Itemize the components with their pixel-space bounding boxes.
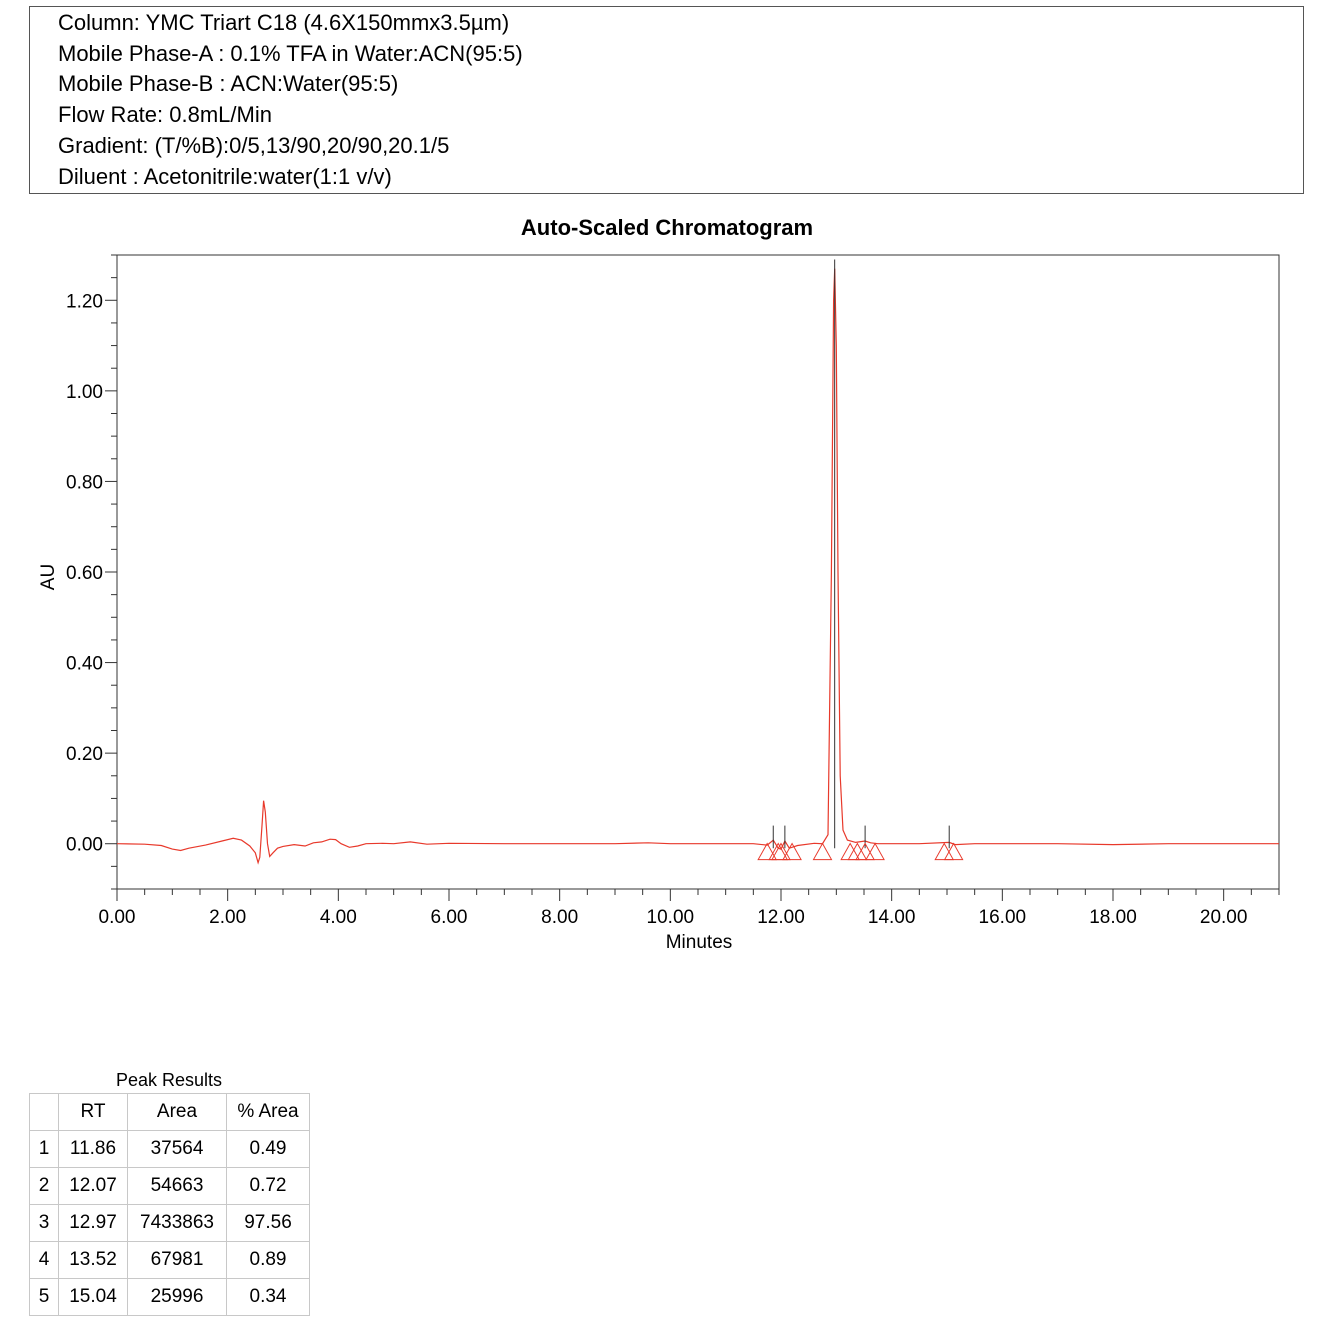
peak-table-header-cell: % Area (227, 1094, 310, 1131)
peak-table-cell: 3 (30, 1205, 59, 1242)
chart-title: Auto-Scaled Chromatogram (520, 215, 814, 240)
peak-table-cell: 4 (30, 1242, 59, 1279)
table-row (30, 1131, 310, 1168)
x-axis-ticks (99, 889, 1279, 928)
peak-table-cell: 15.04 (59, 1279, 128, 1316)
x-tick-label: 16.00 (978, 907, 1027, 928)
x-tick-label: 8.00 (541, 907, 579, 928)
peak-table-cell: 11.86 (59, 1131, 128, 1168)
peak-table-cell: 0.34 (227, 1279, 310, 1316)
peak-table-cell: 1 (30, 1131, 59, 1168)
y-tick-label: 1.00 (66, 381, 103, 403)
chromatogram-trace (117, 269, 1279, 863)
method-line: Gradient: (T/%B):0/5,13/90,20/90,20.1/5 (58, 132, 450, 158)
peak-table-cell: 0.89 (227, 1242, 310, 1279)
x-tick-label: 18.00 (1089, 907, 1137, 928)
peak-table-cell: 5 (30, 1279, 59, 1316)
peak-table-cell: 7433863 (128, 1205, 227, 1242)
peak-table-cell: 13.52 (59, 1242, 128, 1279)
peak-results-table (29, 1093, 310, 1316)
x-tick-label: 0.00 (98, 907, 136, 928)
method-info-box (29, 6, 1304, 194)
peak-table-cell: 97.56 (227, 1205, 310, 1242)
method-line: Column: YMC Triart C18 (4.6X150mmx3.5µm) (58, 10, 510, 35)
peak-table-cell: 67981 (128, 1242, 227, 1279)
baseline-triangle-marker (866, 844, 884, 860)
x-tick-label: 6.00 (430, 907, 468, 928)
peak-table-cell: 12.97 (59, 1205, 128, 1242)
peak-table-cell: 25996 (128, 1279, 227, 1316)
peak-results-title: Peak Results (116, 1070, 223, 1090)
method-line: Flow Rate: 0.8mL/Min (58, 102, 272, 128)
y-tick-label: 0.40 (66, 653, 103, 675)
y-tick-label: 0.80 (66, 472, 103, 494)
x-tick-label: 10.00 (646, 907, 695, 928)
method-line: Mobile Phase-A : 0.1% TFA in Water:ACN(95:5) (58, 40, 523, 66)
baseline-triangle-marker (814, 844, 832, 860)
peak-marker-layer (758, 260, 962, 860)
peak-table-cell: 0.72 (227, 1168, 310, 1205)
table-row (30, 1279, 310, 1316)
baseline-triangle-marker (945, 844, 963, 860)
x-tick-label: 20.00 (1199, 907, 1248, 928)
peak-table-cell: 0.49 (227, 1131, 310, 1168)
peak-table-cell: 54663 (128, 1168, 227, 1205)
peak-table-cell: 2 (30, 1168, 59, 1205)
table-row (30, 1205, 310, 1242)
x-tick-label: 14.00 (867, 907, 916, 928)
peak-table-body (30, 1131, 310, 1316)
y-tick-label: 0.20 (66, 744, 103, 766)
peak-table-cell: 12.07 (59, 1168, 128, 1205)
y-axis-label: AU (38, 563, 59, 591)
plot-frame (117, 255, 1279, 889)
x-tick-label: 12.00 (757, 907, 805, 928)
baseline-triangle-marker (935, 844, 953, 860)
y-axis-ticks (66, 255, 117, 889)
y-tick-label: 1.20 (66, 291, 103, 313)
peak-table-header (30, 1094, 310, 1131)
x-tick-label: 2.00 (209, 907, 247, 928)
method-line: Mobile Phase-B : ACN:Water(95:5) (58, 71, 399, 97)
chromatogram-chart (0, 205, 1324, 965)
y-tick-label: 0.60 (66, 563, 103, 584)
peak-table-header-cell: RT (59, 1094, 128, 1131)
peak-table-cell: 37564 (128, 1131, 227, 1168)
peak-table-header-cell: Area (128, 1094, 227, 1131)
series-layer (117, 269, 1279, 863)
peak-table-header-cell (30, 1094, 59, 1131)
method-line: Diluent : Acetonitrile:water(1:1 v/v) (58, 163, 392, 189)
table-row (30, 1242, 310, 1279)
y-tick-label: 0.00 (66, 834, 103, 856)
x-axis-label: Minutes (665, 932, 733, 953)
x-tick-label: 4.00 (319, 907, 357, 928)
table-row (30, 1168, 310, 1205)
